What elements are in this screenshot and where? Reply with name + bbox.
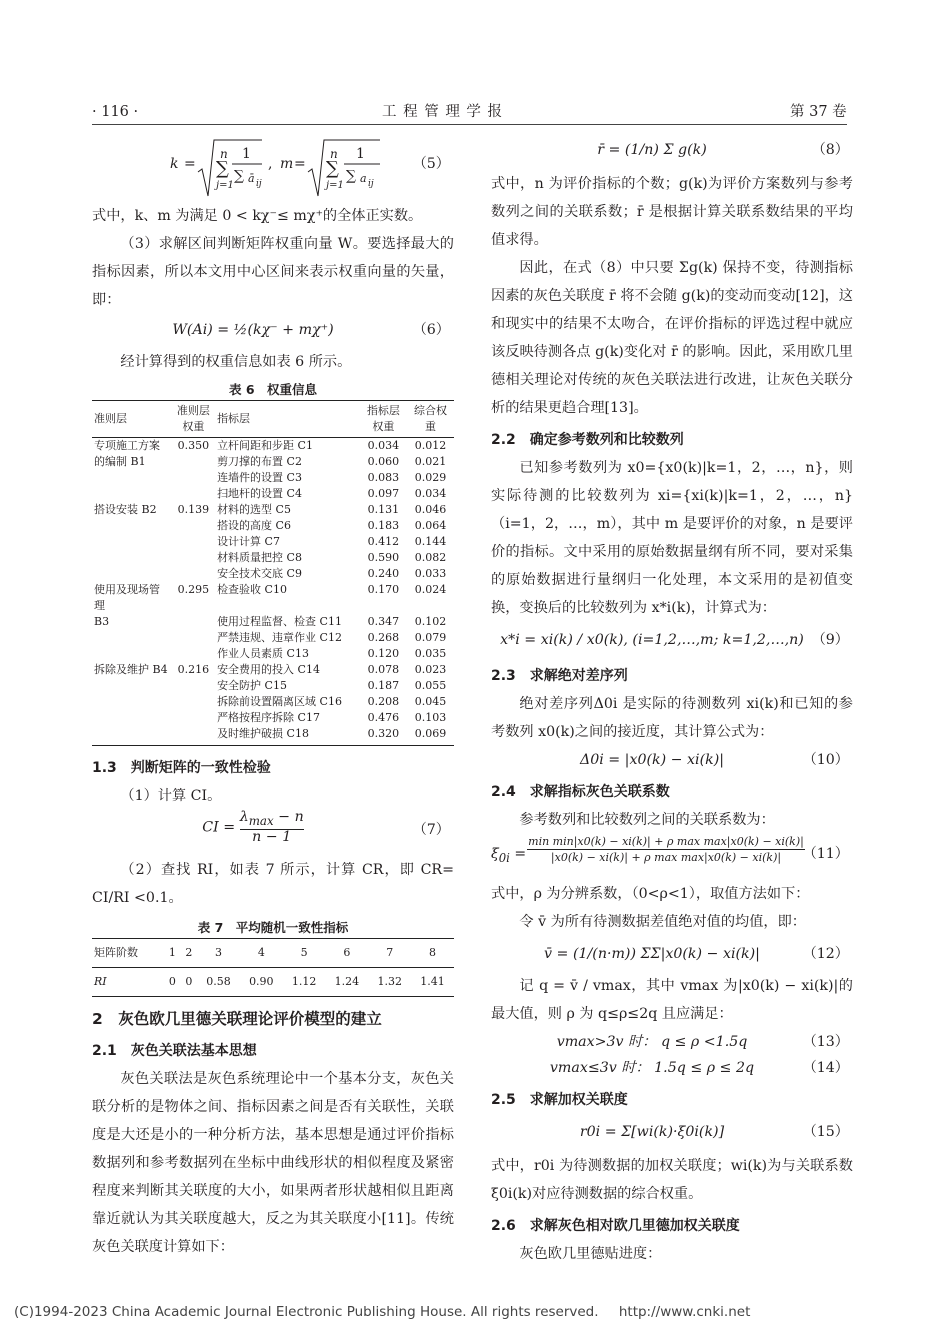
section-2-3-heading: 2.3 求解绝对差序列 (491, 668, 628, 684)
section-2-heading: 2 灰色欧几里德关联理论评价模型的建立 (92, 1010, 382, 1028)
table-7-cell: 1.32 (368, 968, 411, 997)
table-6 (92, 400, 454, 746)
svg-text:=: = (294, 156, 306, 172)
table-6-cell: 搭设的高度 C6 (217, 519, 291, 532)
table-6-header-cell: 准则层 (92, 401, 172, 438)
table-6-cell: 安全费用的投入 C14 (217, 663, 320, 676)
table-6-row (92, 438, 454, 455)
page-number: · 116 · (92, 104, 139, 120)
equation-9 (491, 622, 853, 658)
table-6-cell: 0.082 (414, 551, 447, 564)
table-6-row (92, 454, 454, 470)
copyright-footer (14, 1298, 934, 1326)
svg-text:n: n (330, 147, 338, 161)
table-7-order-row (92, 939, 454, 968)
table-6-cell: 0.131 (367, 503, 400, 516)
equation-13-formula: vmax>3v 时： q ≤ ρ <1.5q (556, 1034, 748, 1050)
table-6-cell: 0.078 (367, 663, 400, 676)
equation-10 (491, 746, 853, 774)
equation-5-number: （5） (412, 156, 450, 172)
table-6-row (92, 630, 454, 646)
table-6-cell: 0.183 (367, 519, 400, 532)
equation-12-formula: v̄ = (1/(n·m)) ΣΣ|x0(k) − xi(k)| (544, 946, 760, 962)
table-6-row (92, 550, 454, 566)
right-column (491, 136, 853, 1268)
paragraph-k-m: 式中，k、m 为满足 0 < kχ⁻≤ mχ⁺的全体正实数。 (92, 208, 423, 224)
paragraph-sequences: 已知参考数列为 x0={x0(k)|k=1，2，…，n}，则实际待测的比较数列为 xi={xi(k)|k=1，2，…，n}（i=1，2，…，m），其中 m 是要评价的对象，n 是要评价的指标。文中采用的原始数据量纲有所不同，要对采集的原始数据进行量纲归一化处理，本文采用的是初值变换，变换后的比较数列为 x*i(k)，计算式为： (491, 460, 853, 616)
table-6-row (92, 566, 454, 582)
paragraph-abs-diff: 绝对差序列Δ0i 是实际的待测数列 xi(k)和已知的参考数列 x0(k)之间的接近度，其计算公式为： (491, 696, 853, 740)
table-6-cell (92, 534, 172, 550)
svg-text:1: 1 (356, 146, 365, 162)
equation-15 (491, 1114, 853, 1152)
section-2-1-heading: 2.1 灰色关联法基本思想 (92, 1043, 257, 1059)
table-6-cell: 0.350 (177, 439, 210, 452)
svg-text:m: m (280, 156, 294, 172)
table-6-cell: 专项施工方案 (94, 439, 160, 452)
table-6-cell (172, 726, 215, 746)
equation-12-number: （12） (802, 946, 849, 962)
table-6-cell: 0.208 (367, 695, 400, 708)
table-6-cell (172, 678, 215, 694)
table-6-cell: 0.144 (414, 535, 447, 548)
table-6-cell: 0.064 (414, 519, 447, 532)
table-6-cell (172, 710, 215, 726)
equation-14-formula: vmax≤3v 时： 1.5q ≤ ρ ≤ 2q (549, 1060, 755, 1076)
table-6-cell: 0.187 (367, 679, 400, 692)
section-2-5-heading: 2.5 求解加权关联度 (491, 1092, 628, 1108)
copyright-text: (C)1994-2023 China Academic Journal Electronic Publishing House. All rights reserved. (14, 1304, 599, 1320)
table-6-cell (172, 534, 215, 550)
equation-6 (92, 314, 454, 348)
table-6-row (92, 502, 454, 518)
table-6-cell: 作业人员素质 C13 (217, 647, 309, 660)
table-6-cell: 剪刀撑的布置 C2 (217, 455, 302, 468)
paragraph-step3: （3）求解区间判断矩阵权重向量 W。要选择最大的指标因素，所以本文用中心区间来表示权重向量的矢量，即： (92, 236, 454, 308)
svg-text:ā: ā (248, 172, 255, 185)
section-2-2-heading: 2.2 确定参考数列和比较数列 (491, 432, 684, 448)
table-6-cell (172, 518, 215, 534)
paragraph-q: 记 q = v̄ / vmax，其中 vmax 为|x0(k) − xi(k)|的最大值，则 ρ 为 q≤ρ≤2q 且应满足： (491, 978, 853, 1022)
table-6-row (92, 486, 454, 502)
svg-text:∑: ∑ (234, 168, 244, 184)
paragraph-find-ri: （2）查找 RI，如表 7 所示，计算 CR，即 CR= CI/RI <0.1。 (92, 862, 454, 906)
table-6-cell: 安全防护 C15 (217, 679, 287, 692)
equation-14 (491, 1054, 853, 1082)
table-6-cell: 安全技术交底 C9 (217, 567, 302, 580)
section-1-3-heading: 1.3 判断矩阵的一致性检验 (92, 760, 271, 776)
paragraph-closeness: 灰色欧几里德贴进度： (519, 1246, 662, 1262)
svg-text:,: , (268, 156, 273, 172)
table-6-cell (92, 486, 172, 502)
table-6-header-cell: 综合权重 (407, 401, 454, 438)
equation-11-denominator: |x0(k) − xi(k)| + ρ max max|x0(k) − xi(k)| (527, 849, 805, 865)
paragraph-weight-info: 经计算得到的权重信息如表 6 所示。 (120, 354, 352, 370)
equation-5 (92, 136, 454, 202)
table-6-cell (172, 550, 215, 566)
table-6-cell (92, 518, 172, 534)
table-6-caption: 表 6 权重信息 (228, 382, 318, 397)
table-6-cell: 0.024 (414, 583, 447, 596)
table-7-cell: 0 (181, 968, 198, 997)
table-6-row (92, 614, 454, 630)
equation-15-number: （15） (802, 1124, 849, 1140)
table-6-header (92, 401, 454, 438)
equation-11-symbol: $\xi_{0i}$ = (491, 846, 527, 865)
table-6-cell (92, 726, 172, 746)
table-6-cell: 0.021 (414, 455, 447, 468)
table-6-header-cell: 指标层 (215, 401, 360, 438)
equation-8-formula: r̄ = (1/n) Σ g(k) (597, 142, 707, 158)
table-6-cell: 及时维护破损 C18 (215, 726, 360, 746)
table-7-ri-row (92, 968, 454, 997)
table-6-cell: 0.476 (367, 711, 400, 724)
section-2-6-heading: 2.6 求解灰色相对欧几里德加权关联度 (491, 1218, 740, 1234)
table-6-cell: 0.139 (177, 503, 210, 516)
equation-9-number: （9） (811, 632, 849, 648)
table-7-cell: 5 (283, 939, 326, 968)
table-6-cell (92, 710, 172, 726)
equation-7-formula: CI = $\frac{\lambda_{max} - n}{n - 1}$ (202, 809, 304, 845)
paragraph-compute-ci: （1）计算 CI。 (120, 788, 222, 804)
table-6-cell: 材料的选型 C5 (217, 503, 291, 516)
table-6-cell: 严禁违规、违章作业 C12 (217, 631, 342, 644)
table-6-row (92, 694, 454, 710)
table-6-cell: 0.046 (414, 503, 447, 516)
table-7-cell: 0.90 (240, 968, 283, 997)
table-6-cell (92, 694, 172, 710)
table-6-cell: 0.170 (367, 583, 400, 596)
table-7-caption: 表 7 平均随机一致性指标 (197, 920, 349, 935)
table-6-cell: 0.055 (414, 679, 447, 692)
table-6-row (92, 582, 454, 614)
table-6-cell: 0.023 (414, 663, 447, 676)
svg-text:ij: ij (256, 179, 262, 189)
table-6-cell: 0.079 (414, 631, 447, 644)
table-7-cell: 0 (164, 968, 181, 997)
table-6-header-cell: 准则层权重 (172, 401, 215, 438)
table-6-cell: 0.412 (367, 535, 400, 548)
paragraph-eq8-explain: 式中，n 为评价指标的个数；g(k)为评价方案数列与参考数列之间的关联系数；r̄ 是根据计算关联系数结果的平均值求得。 (491, 176, 853, 248)
table-6-cell (92, 550, 172, 566)
table-7-cell: 0.58 (197, 968, 240, 997)
table-6-cell: 0.083 (367, 471, 400, 484)
table-6-cell: 使用及现场管理 (94, 583, 160, 612)
volume-label: 第 37 卷 (790, 104, 847, 120)
table-6-cell (172, 694, 215, 710)
paragraph-coefficient: 参考数列和比较数列之间的关联系数为： (519, 812, 775, 828)
table-7 (92, 938, 454, 997)
table-6-cell: 严格按程序拆除 C17 (217, 711, 320, 724)
table-6-cell: 立杆间距和步距 C1 (217, 439, 313, 452)
equation-12 (491, 936, 853, 972)
table-6-cell: 0.320 (360, 726, 407, 746)
section-2-4-heading: 2.4 求解指标灰色关联系数 (491, 784, 670, 800)
table-6-row (92, 726, 454, 746)
table-6-cell (172, 486, 215, 502)
table-6-cell (92, 646, 172, 662)
table-7-cell: 2 (181, 939, 198, 968)
table-7-cell: 1.12 (283, 968, 326, 997)
table-6-cell: 0.347 (367, 615, 400, 628)
table-7-cell: 6 (326, 939, 369, 968)
equation-14-number: （14） (802, 1060, 849, 1076)
table-6-cell: 0.060 (367, 455, 400, 468)
table-6-cell: 拆除及维护 B4 (94, 663, 168, 676)
table-6-cell: B3 (94, 615, 110, 628)
equation-11-fraction (527, 834, 805, 865)
equation-11-numerator: min min|x0(k) − xi(k)| + ρ max max|x0(k) − xi(k)| (528, 835, 804, 848)
equation-13-number: （13） (802, 1034, 849, 1050)
table-6-cell: 连墙件的设置 C3 (217, 471, 302, 484)
paragraph-mean-v: 令 v̄ 为所有待测数据差值绝对值的均值，即： (519, 914, 806, 930)
svg-text:j=1: j=1 (326, 180, 344, 191)
table-6-cell: 0.034 (414, 487, 447, 500)
table-6-cell (172, 630, 215, 646)
equation-8-number: （8） (811, 142, 849, 158)
cnki-link[interactable]: http://www.cnki.net (618, 1304, 751, 1320)
table-6-row (92, 470, 454, 486)
table-6-cell (172, 470, 215, 486)
paragraph-hence: 因此，在式（8）中只要 Σg(k) 保持不变，待测指标因素的灰色关联度 r̄ 将不会随 g(k)的变动而变动[12]，这和现实中的结果不太吻合，在评价指标的评选过程中就应该反映待测各点 g(k)变化对 r̄ 的影响。因此，采用欧几里德相关理论对传统的灰色关联法进行改进，让灰色关联分析的结果更趋合理[13]。 (491, 260, 853, 416)
equation-15-formula: r0i = Σ[wi(k)·ξ0i(k)] (579, 1124, 725, 1140)
table-6-cell: 检查验收 C10 (217, 583, 287, 596)
left-column (92, 136, 454, 1261)
svg-text:∑: ∑ (326, 158, 339, 179)
table-7-cell: 8 (411, 939, 454, 968)
table-7-cell: 3 (197, 939, 240, 968)
table-7-cell: 4 (240, 939, 283, 968)
table-6-row (92, 710, 454, 726)
table-6-cell (92, 678, 172, 694)
table-6-row (92, 646, 454, 662)
svg-text:∑: ∑ (346, 168, 356, 184)
equation-11 (491, 834, 853, 880)
table-6-cell (92, 630, 172, 646)
table-6-row (92, 662, 454, 678)
paragraph-grey-relational: 灰色关联法是灰色系统理论中一个基本分支，灰色关联分析的是物体之间、指标因素之间是否有关联性，关联度是大还是小的一种分析方法，基本思想是通过评价指标数据列和参考数据列在坐标中曲线形状的相似程度及紧密程度来判断其关联度的大小，如果两者形状越相似且距离靠近就认为其关联度越大，反之为其关联度小[11]。传统灰色关联度计算如下： (92, 1071, 454, 1255)
running-header (92, 98, 856, 122)
table-6-cell: 0.216 (177, 663, 210, 676)
equation-5-formula (170, 136, 450, 202)
table-6-cell: 0.045 (414, 695, 447, 708)
header-rule (92, 124, 847, 125)
table-6-cell: 拆除前设置隔离区域 C16 (217, 695, 342, 708)
table-6-row (92, 678, 454, 694)
table-6-cell (172, 646, 215, 662)
svg-text:ij: ij (368, 179, 374, 189)
table-6-cell (92, 470, 172, 486)
table-6-cell: 0.103 (414, 711, 447, 724)
table-6-cell (92, 566, 172, 582)
table-6-cell: 的编制 B1 (94, 455, 146, 468)
table-6-cell: 0.102 (414, 615, 447, 628)
svg-text:j=1: j=1 (216, 180, 234, 191)
table-6-cell: 0.268 (367, 631, 400, 644)
table-6-cell: 扫地杆的设置 C4 (217, 487, 302, 500)
equation-6-formula: W(Ai) = ½(kχ⁻ + mχ⁺) (172, 322, 334, 338)
table-6-cell: 0.035 (414, 647, 447, 660)
svg-text:1: 1 (242, 146, 251, 162)
equation-6-number: （6） (412, 322, 450, 338)
table-6-cell: 材料质量把控 C8 (217, 551, 302, 564)
svg-text:k: k (170, 156, 179, 172)
equation-13 (491, 1028, 853, 1054)
equation-8 (491, 136, 853, 170)
equation-9-formula: x*i = xi(k) / x0(k), (i=1,2,…,m; k=1,2,…,n) (500, 632, 804, 648)
svg-text:∑: ∑ (216, 158, 229, 179)
table-6-cell: 0.033 (414, 567, 447, 580)
table-6-cell (172, 614, 215, 630)
table-6-cell: 0.029 (414, 471, 447, 484)
table-7-cell: RI (92, 968, 164, 997)
table-6-cell: 0.069 (407, 726, 454, 746)
table-7-cell: 1.24 (326, 968, 369, 997)
table-6-cell (172, 566, 215, 582)
journal-title: 工 程 管 理 学 报 (382, 104, 504, 120)
table-7-cell: 1 (164, 939, 181, 968)
table-6-cell: 0.120 (367, 647, 400, 660)
table-6-cell: 0.097 (367, 487, 400, 500)
table-6-header-cell: 指标层权重 (360, 401, 407, 438)
table-6-cell: 0.240 (367, 567, 400, 580)
table-6-cell: 0.034 (367, 439, 400, 452)
table-7-cell: 7 (368, 939, 411, 968)
equation-11-number: （11） (802, 846, 849, 862)
svg-text:=: = (184, 156, 196, 172)
paragraph-rho: 式中，ρ 为分辨系数，（0<ρ<1），取值方法如下： (491, 886, 810, 902)
equation-7 (92, 810, 454, 854)
table-6-cell: 0.012 (414, 439, 447, 452)
table-6-row (92, 518, 454, 534)
table-6-cell: 搭设安装 B2 (94, 503, 157, 516)
table-6-cell (172, 454, 215, 470)
equation-10-number: （10） (802, 752, 849, 768)
table-7-cell: 1.41 (411, 968, 454, 997)
table-6-cell: 0.295 (177, 583, 210, 596)
paragraph-weighted: 式中，r0i 为待测数据的加权关联度；wi(k)为与关联系数ξ0i(k)对应待测数据的综合权重。 (491, 1158, 853, 1202)
equation-10-formula: Δ0i = |x0(k) − xi(k)| (579, 752, 725, 768)
svg-text:a: a (360, 172, 367, 185)
svg-text:n: n (220, 147, 228, 161)
table-6-cell: 使用过程监督、检查 C11 (217, 615, 342, 628)
table-6-row (92, 534, 454, 550)
table-7-cell: 矩阵阶数 (92, 939, 164, 968)
table-6-cell: 设计计算 C7 (217, 535, 280, 548)
table-6-cell: 0.590 (367, 551, 400, 564)
equation-7-number: （7） (412, 822, 450, 838)
